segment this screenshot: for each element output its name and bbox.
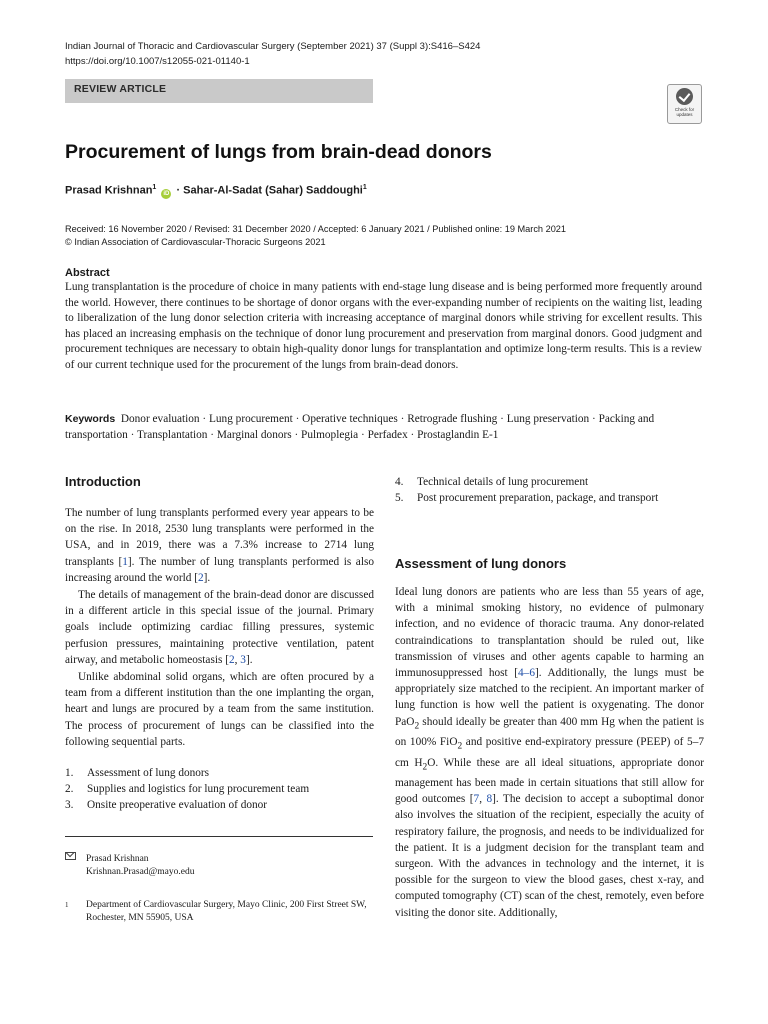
author-line [65, 184, 367, 199]
citation-link[interactable]: 3 [240, 653, 246, 666]
paragraph: The number of lung transplants performed every year appears to be on the rise. In 2018, 2530 lung transplants were performed in the USA, and in 2019, there was a 7.3% increase to 2714 lung transplants [1]. The number of lung transplants performed is also increasing around the world [2]. [65, 507, 375, 584]
author-name[interactable]: Sahar-Al-Sadat (Sahar) Saddoughi [183, 184, 363, 197]
check-updates-line1: Check for [674, 107, 695, 112]
keywords [65, 411, 702, 443]
affiliation-text: Department of Cardiovascular Surgery, Mayo Clinic, 200 First Street SW, Rochester, MN 55905, USA [86, 900, 367, 923]
copyright-notice: © Indian Association of Cardiovascular-Thoracic Surgeons 2021 [65, 237, 326, 247]
keywords-label: Keywords [65, 413, 116, 425]
publication-dates: Received: 16 November 2020 / Revised: 31 December 2020 / Accepted: 6 January 2021 / Published online: 19 March 2021 [65, 224, 567, 234]
list-item: 3. Onsite preoperative evaluation of donor [65, 799, 268, 812]
affiliation-mark: 1 [152, 184, 157, 191]
footnote-divider [65, 836, 373, 837]
list-item: 2. Supplies and logistics for lung procurement team [65, 783, 310, 796]
journal-citation: Indian Journal of Thoracic and Cardiovascular Surgery (September 2021) 37 (Suppl 3):S416–S424 [65, 41, 481, 52]
envelope-icon [65, 852, 76, 860]
article-type-label: REVIEW ARTICLE [74, 83, 167, 95]
paragraph: Unlike abdominal solid organs, which are often procured by a team from a different institution than the one implanting the organ, heart and lungs are procured by a team from the same institution. The process of procurement of lungs can be classified into the following sequential parts. [65, 671, 374, 748]
author-separator: · [173, 184, 184, 197]
affiliation-mark: 1 [362, 184, 367, 191]
corresponding-author-footnote [65, 852, 374, 879]
author-name[interactable]: Prasad Krishnan [65, 184, 153, 197]
citation-link[interactable]: 2 [228, 653, 235, 666]
doi-link[interactable]: https://doi.org/10.1007/s12055-021-01140-1 [65, 56, 250, 67]
check-for-updates-badge[interactable] [667, 84, 702, 124]
procurement-steps-list [65, 765, 374, 814]
list-item: 5. Post procurement preparation, package, and transport [395, 492, 659, 505]
abstract-text: Lung transplantation is the procedure of choice in many patients with end-stage lung disease and is being performed more frequently around the world. However, there continues to be shortage of donor organs with the ever-expanding number of recipients on the waiting list, leading to liberalization of the lung donor selection criteria with increasing acceptance of marginal donors while striving for excellent results. This has placed an increasing emphasis on the technique of donor lung procurement and preservation from marginal donors. Good judgment and procurement techniques are necessary to obtain high-quality donor lungs for transplantation and optimize long-term results. This is a review of our current technique used for the procurement of the lungs from brain-dead donors. [65, 281, 702, 371]
section-heading-introduction: Introduction [65, 474, 141, 489]
paragraph: Ideal lung donors are patients who are less than 55 years of age, with a minimal smoking history, no evidence of pulmonary infection, and no evidence of thoracic trauma. Any donor-related contraindications to transplantation should be ruled out, like transmission of viruses and other agents capable to harming an immunosuppressed host [4–6]. Additionally, the lungs must be appropriately size matched to the recipient. An important marker of lung function is how well the patient is oxygenating. The donor PaO$_2$ should ideally be greater than 400 mm Hg when the patient is on 100% FiO$_2$ and positive end-expiratory pressure (PEEP) of 5–7 cm $H_2O$. While these are all ideal situations, appropriate donor management has been made in certain situations that still allow for good outcomes [7, 8]. The decision to accept a suboptimal donor also involves the situation of the recipient, especially the acuity of respiratory failure, the prognosis, and needs to be individualized for the patient. It is a judgment decision for the transplant team and surgeon. With the advances in technology and the internet, it is possible for the surgeon to view the blood gases, chest x-ray, and computed tomography (CT) scan of the chest, remotely, even before visiting the donor site. Additionally, [395, 586, 704, 919]
list-item: 1. Assessment of lung donors [65, 767, 210, 779]
citation-link[interactable]: 7 [473, 793, 480, 806]
paragraph: The details of management of the brain-dead donor are discussed in a different article in this special issue of the journal. Primary goals include optimizing cardiac filling pressures, systemic perfusion pressures, maintaining protective ventilation, patent airway, and metabolic homeostasis [2, 3]. [65, 589, 374, 666]
abstract-heading: Abstract [65, 267, 110, 279]
citation-link[interactable]: 2 [198, 571, 204, 584]
list-item: 4. Technical details of lung procurement [395, 476, 589, 488]
check-updates-line2: updates [676, 112, 693, 117]
affiliation-mark: 1 [65, 901, 69, 909]
contact-email[interactable]: Krishnan.Prasad@mayo.edu [86, 867, 195, 877]
keywords-list: Donor evaluation · Lung procurement · Operative techniques · Retrograde flushing · Lung preservation · Packing and transportation · Transplantation · Marginal donors · Pulmoplegia · Perfadex · Prostaglandin E-1 [65, 413, 655, 441]
section-heading-assessment: Assessment of lung donors [395, 556, 567, 571]
check-for-updates-icon [676, 88, 693, 105]
procurement-steps-list-continued [395, 474, 704, 506]
affiliation-footnote [65, 899, 374, 925]
orcid-icon[interactable]: iD [163, 190, 170, 197]
citation-link[interactable]: 8 [486, 793, 493, 806]
citation-link[interactable]: 1 [122, 555, 128, 568]
article-title: Procurement of lungs from brain-dead donors [65, 141, 492, 163]
citation-link[interactable]: 4–6 [518, 667, 535, 680]
contact-name: Prasad Krishnan [86, 854, 149, 864]
